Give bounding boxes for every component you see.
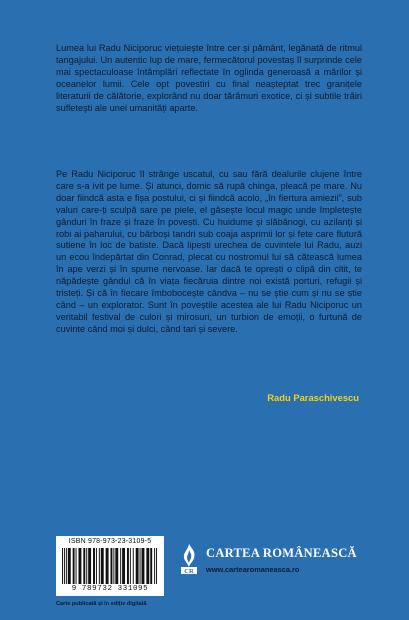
barcode-bar bbox=[156, 548, 157, 584]
barcode-bar bbox=[140, 548, 141, 584]
barcode-bar bbox=[115, 548, 118, 584]
barcode-bar bbox=[96, 548, 97, 584]
barcode-bar bbox=[154, 548, 155, 584]
barcode-bar bbox=[122, 548, 125, 584]
barcode-bar bbox=[106, 548, 109, 584]
cr-flame-logo-icon bbox=[178, 543, 200, 575]
barcode-bar bbox=[66, 548, 67, 584]
barcode-bar bbox=[83, 548, 85, 584]
barcode-bar bbox=[88, 548, 91, 584]
barcode-bar bbox=[113, 548, 114, 584]
barcode-digits: 9 789732 331095 bbox=[71, 585, 149, 593]
barcode-bar bbox=[78, 548, 81, 584]
blurb-author: Radu Paraschivescu bbox=[267, 392, 359, 403]
publisher-url[interactable]: www.cartearomaneasca.ro bbox=[206, 565, 300, 574]
barcode-bar bbox=[101, 548, 104, 584]
barcode-bar bbox=[99, 548, 100, 584]
barcode-bar bbox=[110, 548, 112, 584]
barcode-bar bbox=[127, 548, 129, 584]
blurb-paragraph-2: Pe Radu Niciporuc îl strânge uscatul, cu sau fără dealurile clujene între care s-a ivit pe lume. Și atunci, domic să rupă chinga, pleacă pe mare. Nu doar fiindcă asta e fișa postului, ci și fiindcă acolo, „în fiertura amiezii”, sub valuri care-ți sculpă sare pe piele, el găsește locul magic unde împletește gânduri în fraze și fraze în povești. Cu huidume și slăbănogi, cu azilanți și robi ai paharului, cu bărboși tandri sub coaja asprimii lor și fete care flutură sutiene în loc de batiste. Dacă lipești urechea de cuvintele lui Radu, auzi un ecou îndepărtat din Conrad, plecat cu nostromul lui să cătească lumea în ape verzi și în spume nervoase. Iar dacă te oprești o clipă din citit, te năpădește gândul că în viața fiecăruia dintre noi există porturi, refugii și tristeți. Și că în fiecare îmbobocește cândva – nu se știe cum și nu se știe când – un explorator. Sunt în poveștile acestea ale lui Radu Niciporuc un veritabil festival de culori și mirosuri, un turbion de emoții, o furtună de cuvinte când moi și dulci, când tari și severe. bbox=[56, 169, 362, 334]
barcode-image bbox=[60, 548, 160, 584]
svg-text:CR: CR bbox=[184, 568, 194, 575]
barcode-bar bbox=[142, 548, 145, 584]
barcode-bar bbox=[68, 548, 71, 584]
publisher-name: CARTEA ROMÂNEASCĂ bbox=[206, 546, 357, 560]
isbn-label: ISBN 978-973-23-3109-5 bbox=[68, 538, 152, 545]
digital-edition-note: Carte publicată și în ediție digitală bbox=[56, 601, 147, 607]
blurb-paragraph-1: Lumea lui Radu Niciporuc viețuiește între cer și pământ, legănată de ritmul tangajului. Un autentic lup de mare, fermecătorul povestaș îl surprinde cele mai spectaculoase întâmplări reflectate în oglinda generoasă a mărilor și oceanelor lumii. Cele opt povestiri cu final neașteptat trec granițele literaturii de călătorie, explorând nu doar tărâmuri exotice, ci și subtile trăiri sufletești ale unei umanități aparte. bbox=[56, 43, 362, 113]
barcode-bar bbox=[64, 548, 65, 584]
barcode-bar bbox=[136, 548, 139, 584]
barcode-bar bbox=[130, 548, 131, 584]
barcode-bar bbox=[146, 548, 149, 584]
barcode-bar bbox=[93, 548, 95, 584]
barcode-bar bbox=[133, 548, 134, 584]
barcode-area bbox=[56, 536, 164, 596]
barcode-bar bbox=[62, 548, 63, 584]
barcode-bar bbox=[86, 548, 87, 584]
barcode-bar bbox=[73, 548, 75, 584]
barcode-bar bbox=[76, 548, 77, 584]
barcode-bar bbox=[120, 548, 121, 584]
barcode-bar bbox=[150, 548, 152, 584]
